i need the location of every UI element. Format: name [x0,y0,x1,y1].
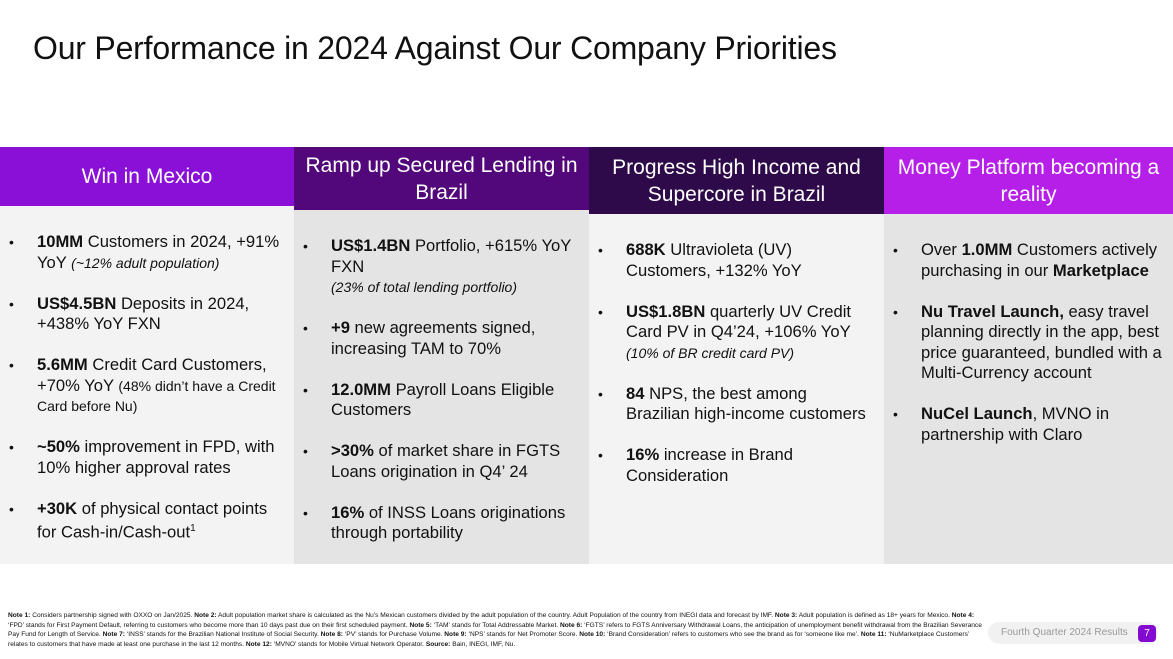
text: ‘NPS’ stands for Net Promoter Score. [466,631,580,639]
bold-text: 12.0MM [331,379,391,399]
bullet-item [0,437,294,478]
text: Payroll Loans Eligible Customers [331,379,555,419]
text: ‘INSS’ stands for the Brazilian National Institute of Social Security. [124,631,321,639]
text: of INSS Loans originations through portability [331,502,566,542]
bold-text: 10MM [37,232,84,252]
text: easy travel planning directly in the app, best price guaranteed, bundled with a Multi-Currency account [921,301,1162,382]
bold-text: Note 9: [444,631,467,639]
text: Adult population market share is calculated as the Nu’s Mexican customers divided by the adult population of the country. Adult Population of the country from INEGI data and forecast by IMF. [216,612,775,619]
text: improvement in FPD, with 10% higher approval rates [37,437,275,477]
text: ‘FPD’ stands for First Payment Default, referring to customers who become more than 10 days past due on their first scheduled payment. [8,621,410,629]
bold-text: 5.6MM [37,355,88,375]
bold-text: 84 [626,383,645,403]
note-text: (~12% adult population) [71,254,220,271]
column-body [294,210,589,564]
text: Deposits in 2024, +438% YoY FXN [37,293,250,334]
bold-text: Note 5: [409,621,432,629]
text: ‘Brand Consideration’ refers to customers who see the brand as for ‘someone like me’. [605,631,861,639]
column-body [589,214,884,564]
column-body [884,214,1173,564]
text: ‘TAM’ stands for Total Addressable Market. [431,621,560,629]
text: Customers actively purchasing in our [921,240,1158,280]
bold-text: Note 8: [320,631,343,639]
bullet-list [589,240,884,486]
bullet-item [294,380,589,421]
priorities-grid [0,147,1173,564]
column-header: Ramp up Secured Lending in Brazil [294,147,589,210]
text: ‘PV’ stands for Purchase Volume. [343,631,445,639]
text: , MVNO in partnership with Claro [921,404,1110,444]
bullet-list [884,240,1173,445]
bold-text: Note 3: [774,612,798,619]
column-header: Win in Mexico [0,147,294,206]
bullet-item [884,404,1173,445]
bullet-item [294,441,589,482]
bold-text: Note 4: [951,612,975,619]
priority-column-mexico [0,147,294,564]
bold-text: US$1.8BN [626,301,706,321]
page-title: Our Performance in 2024 Against Our Company Priorities [33,30,837,66]
bold-text: Note 11: [860,631,887,639]
text: Ultravioleta (UV) Customers, +132% YoY [626,240,802,280]
bold-text: Note 12: [245,640,272,648]
text: Bain, INEGI, IMF, Nu. [450,640,516,648]
bullet-item [0,294,294,335]
bold-text: ~50% [37,437,80,457]
bullet-item [294,503,589,544]
priority-column-secured-lending [294,147,589,564]
bold-text: US$1.4BN [331,236,411,255]
bullet-item [0,355,294,417]
column-body [0,206,294,564]
bold-text: +9 [331,318,350,337]
bullet-item [589,445,884,486]
bullet-item [294,236,589,298]
bold-text: US$4.5BN [37,293,117,313]
bold-text: 1.0MM [961,240,1013,259]
note-text: (10% of BR credit card PV) [626,344,795,361]
text: of physical contact points for Cash-in/Cash-out [37,498,268,542]
text: Considers partnership signed with OXXO on Jan/2025. [30,612,195,619]
text: ‘FGTS’ refers to FGTS Anniversary Withdrawal Loans, the anticipation of unemployment benefit withdrawal from the Brazilian Severance Pay Fund for Length of Service. [8,621,982,639]
text: ‘NuMarketplace Customers’ relates to customers that have made at least one purchase in the last 12 months. [8,631,970,648]
bold-text: 688K [626,240,666,259]
priority-column-high-income [589,147,884,564]
text: Customers in 2024, +91% YoY [37,232,280,272]
bold-text: 16% [331,502,365,522]
bold-text: Note 7: [102,631,125,639]
bold-text: Note 2: [194,612,217,619]
text: of market share in FGTS Loans origination in Q4’ 24 [331,441,561,481]
bold-text: Marketplace [1052,260,1149,280]
column-header: Money Platform becoming a reality [884,147,1173,214]
bold-text: Source: [425,640,451,648]
bullet-item [589,384,884,425]
text: quarterly UV Credit Card PV in Q4’24, +106% YoY [626,301,852,341]
footnotes [8,611,983,649]
text: Credit Card Customers, +70% YoY [37,355,267,395]
bullet-list [294,236,589,544]
bullet-item [884,302,1173,384]
bullet-item [294,318,589,359]
text: Portfolio, +615% YoY FXN [331,236,572,276]
bold-text: NuCel Launch [921,404,1033,423]
bold-text: Note 6: [559,621,583,629]
bold-text: Note 1: [8,612,31,619]
bullet-item [589,240,884,281]
column-header: Progress High Income and Supercore in Brazil [589,147,884,214]
text: Over [921,240,962,259]
text: Adult population is defined as 18+ years for Mexico. [797,612,952,619]
text: NPS, the best among Brazilian high-income customers [626,383,866,423]
footer-report-label: Fourth Quarter 2024 Results [988,622,1158,644]
bold-text: Nu Travel Launch, [921,301,1064,321]
footnote-marker: 1 [190,523,196,535]
note-text: (23% of total lending portfolio) [331,279,517,295]
text: new agreements signed, increasing TAM to 70% [331,318,536,358]
bold-text: Note 10: [579,631,606,639]
bullet-item [0,232,294,273]
bullet-item [0,499,294,544]
priority-column-money-platform [884,147,1173,564]
page-number-badge: 7 [1138,625,1156,642]
bold-text: 16% [626,445,660,464]
bullet-list [0,232,294,543]
text: increase in Brand Consideration [626,445,793,485]
bold-text: >30% [331,441,374,460]
note-text: (48% didn’t have a Credit Card before Nu) [37,377,276,415]
text: ‘MVNO’ stands for Mobile Virtual Network Operator. [271,640,426,648]
bold-text: +30K [37,498,78,518]
bullet-item [589,302,884,364]
bullet-item [884,240,1173,281]
